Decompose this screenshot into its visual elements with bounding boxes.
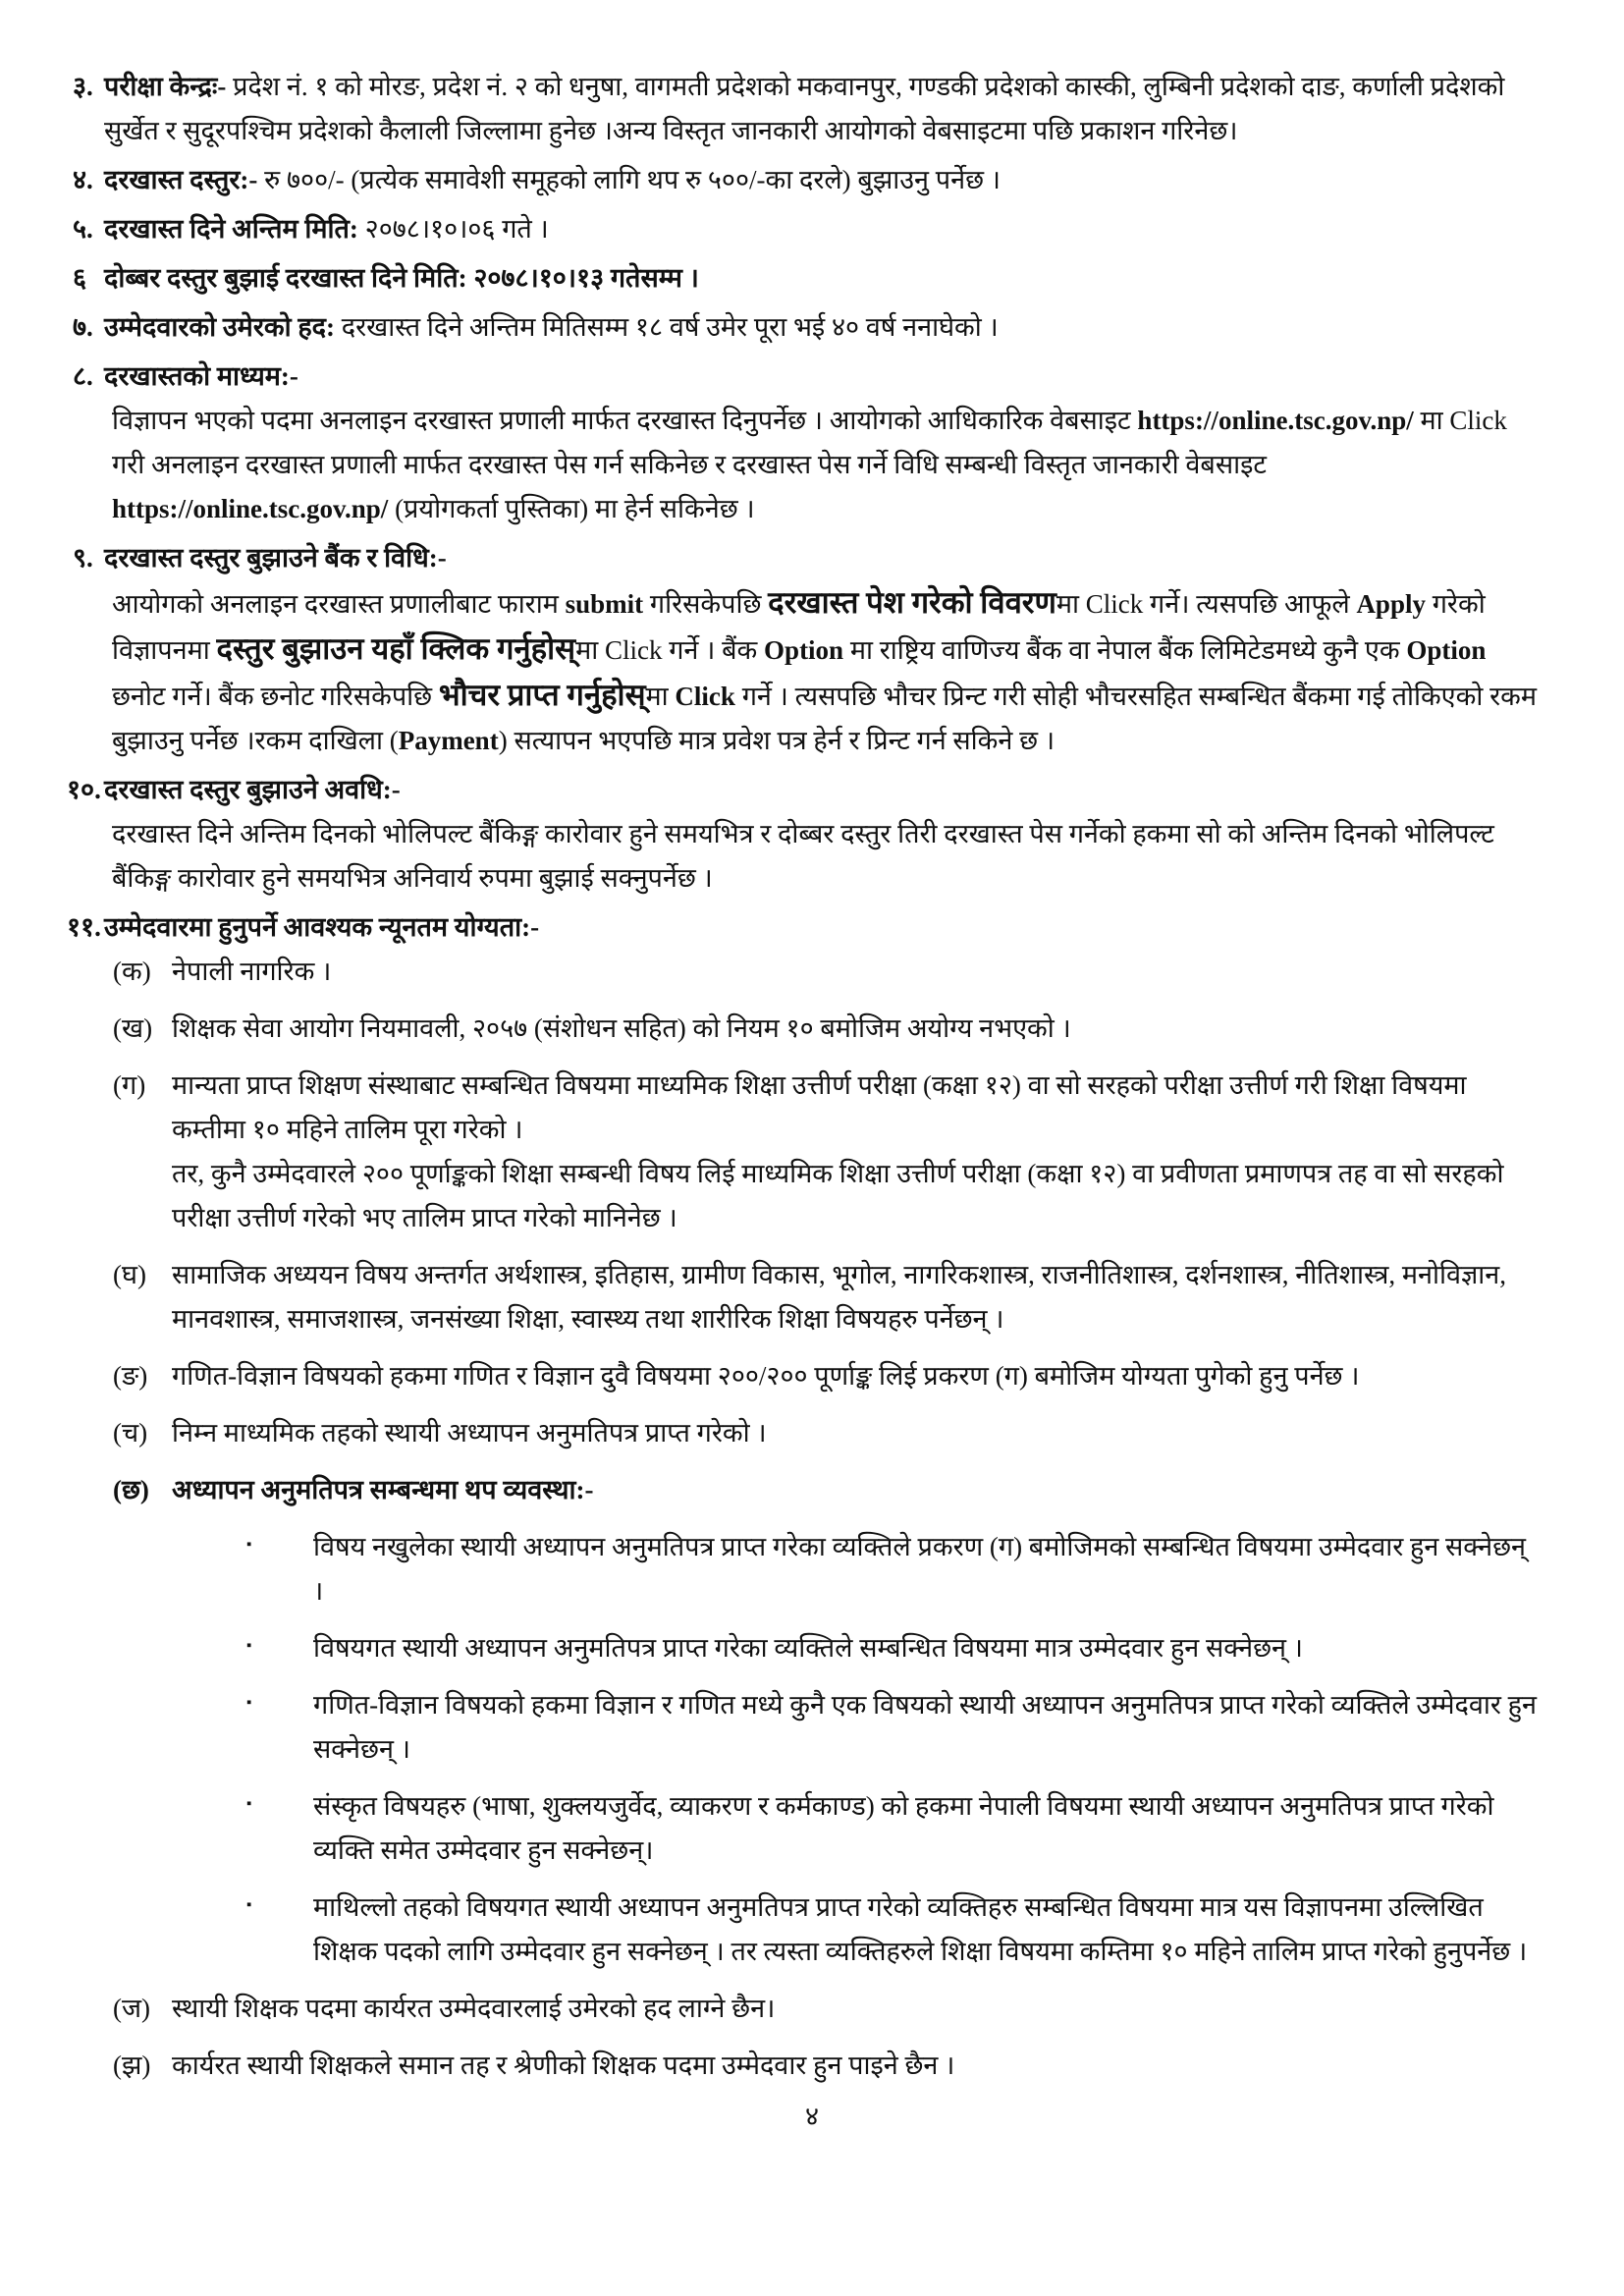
- bullet-item: [172, 1886, 1542, 1974]
- sub-item-7: [104, 1468, 1542, 1974]
- list-item-७: [0, 305, 1542, 350]
- list-item-९: [0, 536, 1542, 763]
- sub-item-3: [104, 1064, 1542, 1240]
- text-segment: दरखास्त दस्तुर:-: [104, 165, 265, 194]
- square-bullet-icon: ▪: [246, 1537, 252, 1553]
- sub-item-6: [104, 1411, 1542, 1455]
- sub-item-paragraph: [172, 1007, 1542, 1051]
- square-bullet-icon: ▪: [246, 1695, 252, 1711]
- text-segment: मा राष्ट्रिय वाणिज्य बैंक वा नेपाल बैंक लिमिटेडमध्ये कुनै एक: [843, 635, 1407, 665]
- text-segment: अध्यापन अनुमतिपत्र सम्बन्धमा थप व्यवस्था:-: [172, 1475, 594, 1504]
- text-segment: Option: [764, 635, 844, 665]
- text-segment: परीक्षा केन्द्रः-: [104, 72, 234, 101]
- sub-item-heading: [172, 1468, 1542, 1512]
- square-bullet-icon: ▪: [246, 1638, 252, 1654]
- text-segment: विज्ञापन भएको पदमा अनलाइन दरखास्त प्रणाली मार्फत दरखास्त दिनुपर्नेछ । आयोगको आधिकारिक वेबसाइट: [112, 406, 1138, 435]
- text-segment: दरखास्त दस्तुर बुझाउने अवधि:-: [104, 775, 401, 804]
- sub-item-label: (च): [113, 1418, 148, 1448]
- item-number: १०.: [67, 775, 101, 804]
- text-segment: प्रदेश नं. १ को मोरङ, प्रदेश नं. २ को धनुषा, वागमती प्रदेशको मकवानपुर, गण्डकी प्रदेशको कास्की, लुम्बिनी प्रदेशको दाङ, कर्णाली प्रदेशको सुर्खेत र सुदूरपश्चिम प्रदेशको कैलाली जिल्लामा हुनेछ ।अन्य विस्तृत जानकारी आयोगको वेबसाइटमा पछि प्रकाशन गरिनेछ।: [104, 72, 1505, 145]
- list-item-६: [0, 256, 1542, 301]
- bullet-text: माथिल्लो तहको विषयगत स्थायी अध्यापन अनुमतिपत्र प्राप्त गरेको व्यक्तिहरु सम्बन्धित विषयमा मात्र यस विज्ञापनमा उल्लिखित शिक्षक पदको लागि उम्मेदवार हुन सक्नेछन् । तर त्यस्ता व्यक्तिहरुले शिक्षा विषयमा कम्तिमा १० महिने तालिम प्राप्त गरेको हुनुपर्नेछ ।: [313, 1892, 1528, 1966]
- sub-item-paragraph: [172, 2044, 1542, 2088]
- list-item-४: [0, 158, 1542, 202]
- text-segment: दरखास्त दिने अन्तिम मितिसम्म १८ वर्ष उमेर पूरा भई ४० वर्ष ननाघेको ।: [341, 312, 999, 342]
- text-segment: https://online.tsc.gov.np/: [1137, 406, 1414, 435]
- bullet-text: विषयगत स्थायी अध्यापन अनुमतिपत्र प्राप्त गरेका व्यक्तिले सम्बन्धित विषयमा मात्र उम्मेदवार हुन सक्नेछन् ।: [313, 1633, 1303, 1663]
- text-segment: तर, कुनै उम्मेदवारले २०० पूर्णाङ्कको शिक्षा सम्बन्धी विषय लिई माध्यमिक शिक्षा उत्तीर्ण परीक्षा (कक्षा १२) वा प्रवीणता प्रमाणपत्र तह वा सो सरहको परीक्षा उत्तीर्ण गरेको भए तालिम प्राप्त गरेको मानिनेछ ।: [172, 1159, 1504, 1232]
- text-segment: मा Click गर्ने । बैंक: [575, 635, 765, 665]
- item-text: [104, 65, 1542, 153]
- sub-item-label: (घ): [113, 1260, 146, 1289]
- bullet-text: संस्कृत विषयहरु (भाषा, शुक्लयजुर्वेद, व्याकरण र कर्मकाण्ड) को हकमा नेपाली विषयमा स्थायी अध्यापन अनुमतिपत्र प्राप्त गरेको व्यक्ति समेत उम्मेदवार हुन सक्नेछन्।: [313, 1791, 1494, 1865]
- sub-item-4: [104, 1253, 1542, 1341]
- bullet-item: [172, 1683, 1542, 1772]
- sub-item-paragraph: [172, 1253, 1542, 1341]
- text-segment: मा Click गरी अनलाइन दरखास्त प्रणाली मार्फत दरखास्त पेस गर्न सकिनेछ र दरखास्त पेस गर्ने विधि सम्बन्धी विस्तृत जानकारी वेबसाइट: [112, 406, 1507, 479]
- item-number: ५.: [73, 214, 93, 244]
- text-segment: Click: [675, 682, 735, 711]
- item-number: ३.: [73, 72, 93, 101]
- document-body: [0, 65, 1542, 2088]
- bullet-item: [172, 1626, 1542, 1670]
- bullet-item: [172, 1525, 1542, 1613]
- square-bullet-icon: ▪: [246, 1796, 252, 1812]
- text-segment: Payment: [398, 726, 499, 755]
- item-text: [104, 207, 1542, 251]
- sub-item-label: (क): [113, 957, 151, 986]
- text-segment: छनोट गर्ने। बैंक छनोट गरिसकेपछि: [112, 682, 439, 711]
- item-number: ४.: [73, 165, 93, 194]
- bullet-text: विषय नखुलेका स्थायी अध्यापन अनुमतिपत्र प्राप्त गरेका व्यक्तिले प्रकरण (ग) बमोजिमको सम्बन्धित विषयमा उम्मेदवार हुन सक्नेछन् ।: [313, 1532, 1527, 1606]
- item-number: ११.: [67, 912, 101, 942]
- text-segment: submit: [565, 589, 644, 619]
- item-heading: [104, 905, 1542, 950]
- text-segment: गरिसकेपछि: [643, 589, 769, 619]
- sub-item-5: [104, 1354, 1542, 1398]
- text-segment: कार्यरत स्थायी शिक्षकले समान तह र श्रेणीको शिक्षक पदमा उम्मेदवार हुन पाइने छैन ।: [172, 2050, 955, 2080]
- item-number: ७.: [73, 312, 93, 342]
- sub-item-paragraph: [172, 1987, 1542, 2031]
- list-item-११: [0, 905, 1542, 2088]
- bullet-item: [172, 1784, 1542, 1873]
- sub-item-label: (ख): [113, 1013, 153, 1043]
- text-segment: स्थायी शिक्षक पदमा कार्यरत उम्मेदवारलाई उमेरको हद लाग्ने छैन।: [172, 1994, 776, 2023]
- item-number: ९.: [73, 543, 93, 573]
- bullet-list: [172, 1525, 1542, 1974]
- sub-item-8: [104, 1987, 1542, 2031]
- text-segment: भौचर प्राप्त गर्नुहोस्: [438, 678, 646, 712]
- text-segment: (प्रयोगकर्ता पुस्तिका) मा हेर्न सकिनेछ ।: [388, 494, 755, 523]
- text-segment: दरखास्त दिने अन्तिम मिति:: [104, 214, 365, 244]
- sub-item-2: [104, 1007, 1542, 1051]
- bullet-text: गणित-विज्ञान विषयको हकमा विज्ञान र गणित मध्ये कुनै एक विषयको स्थायी अध्यापन अनुमतिपत्र प्राप्त गरेको व्यक्तिले उम्मेदवार हुन सक्नेछन् ।: [313, 1690, 1537, 1764]
- text-segment: दरखास्त पेश गरेको विवरण: [768, 585, 1056, 620]
- text-segment: मान्यता प्राप्त शिक्षण संस्थाबाट सम्बन्धित विषयमा माध्यमिक शिक्षा उत्तीर्ण परीक्षा (कक्षा १२) वा सो सरहको परीक्षा उत्तीर्ण गरी शिक्षा विषयमा कम्तीमा १० महिने तालिम पूरा गरेको ।: [172, 1070, 1467, 1144]
- text-segment: निम्न माध्यमिक तहको स्थायी अध्यापन अनुमतिपत्र प्राप्त गरेको ।: [172, 1418, 767, 1448]
- text-segment: दस्तुर बुझाउन यहाँ क्लिक गर्नुहोस्: [216, 631, 576, 666]
- text-segment: Option: [1406, 635, 1487, 665]
- text-segment: https://online.tsc.gov.np/: [112, 494, 389, 523]
- text-segment: ) सत्यापन भएपछि मात्र प्रवेश पत्र हेर्न र प्रिन्ट गर्न सकिने छ ।: [498, 726, 1056, 755]
- text-segment: उम्मेदवारको उमेरको हद:: [104, 312, 342, 342]
- list-item-५: [0, 207, 1542, 251]
- list-item-८: [0, 355, 1542, 531]
- text-segment: रु ७००/- (प्रत्येक समावेशी समूहको लागि थप रु ५००/-का दरले) बुझाउनु पर्नेछ ।: [264, 165, 1001, 194]
- text-segment: दरखास्त दस्तुर बुझाउने बैंक र विधि:-: [104, 543, 447, 573]
- sub-item-label: (ग): [113, 1070, 146, 1100]
- text-segment: गर्ने । त्यसपछि भौचर प्रिन्ट गरी सोही भौचरसहित सम्बन्धित बैंकमा गई तोकिएको रकम बुझाउनु पर्नेछ ।रकम दाखिला (: [112, 682, 1538, 755]
- item-number: ८.: [73, 361, 93, 391]
- item-number: ६: [73, 263, 87, 293]
- sub-item-paragraph: [172, 1354, 1542, 1398]
- item-paragraph: [112, 580, 1542, 763]
- sub-item-label: (झ): [113, 2050, 151, 2080]
- text-segment: उम्मेदवारमा हुनुपर्ने आवश्यक न्यूनतम योग्यता:-: [104, 912, 540, 942]
- page-number: ४: [804, 2102, 820, 2131]
- sub-item-paragraph: [172, 950, 1542, 994]
- item-heading: [104, 355, 1542, 399]
- square-bullet-icon: ▪: [246, 1897, 252, 1913]
- sub-item-paragraph: [172, 1152, 1542, 1240]
- text-segment: गरेको विज्ञापनमा: [112, 589, 1486, 665]
- text-segment: Apply: [1356, 589, 1426, 619]
- item-paragraph: [112, 812, 1542, 901]
- sub-item-paragraph: [172, 1064, 1542, 1152]
- text-segment: २०७८।१०।०६ गते ।: [364, 214, 549, 244]
- item-paragraph: [112, 399, 1542, 531]
- text-segment: गणित-विज्ञान विषयको हकमा गणित र विज्ञान दुवै विषयमा २००/२०० पूर्णाङ्क लिई प्रकरण (ग) बमोजिम योग्यता पुगेको हुनु पर्नेछ ।: [172, 1361, 1360, 1391]
- item-heading: [104, 768, 1542, 812]
- sub-item-label: (छ): [113, 1475, 149, 1504]
- item-heading: [104, 536, 1542, 580]
- text-segment: शिक्षक सेवा आयोग नियमावली, २०५७ (संशोधन सहित) को नियम १० बमोजिम अयोग्य नभएको ।: [172, 1013, 1071, 1043]
- item-text: [104, 256, 1542, 301]
- text-segment: दरखास्त दिने अन्तिम दिनको भोलिपल्ट बैंकिङ्ग कारोवार हुने समयभित्र र दोब्बर दस्तुर तिरी दरखास्त पेस गर्नेको हकमा सो को अन्तिम दिनको भोलिपल्ट बैंकिङ्ग कारोवार हुने समयभित्र अनिवार्य रुपमा बुझाई सक्नुपर्नेछ ।: [112, 819, 1494, 893]
- text-segment: दरखास्तको माध्यम:-: [104, 361, 298, 391]
- sub-item-label: (ङ): [113, 1361, 148, 1391]
- sub-item-paragraph: [172, 1411, 1542, 1455]
- text-segment: दोब्बर दस्तुर बुझाई दरखास्त दिने मिति: २०७८।१०।१३ गतेसम्म ।: [104, 263, 699, 293]
- list-item-३: [0, 65, 1542, 153]
- text-segment: मा Click गर्ने। त्यसपछि आफूले: [1056, 589, 1357, 619]
- item-text: [104, 158, 1542, 202]
- item-text: [104, 305, 1542, 350]
- sub-item-9: [104, 2044, 1542, 2088]
- text-segment: नेपाली नागरिक ।: [172, 957, 332, 986]
- text-segment: सामाजिक अध्ययन विषय अन्तर्गत अर्थशास्त्र, इतिहास, ग्रामीण विकास, भूगोल, नागरिकशास्त्र, राजनीतिशास्त्र, दर्शनशास्त्र, नीतिशास्त्र, मनोविज्ञान, मानवशास्त्र, समाजशास्त्र, जनसंख्या शिक्षा, स्वास्थ्य तथा शारीरिक शिक्षा विषयहरु पर्नेछन् ।: [172, 1260, 1507, 1334]
- sub-item-label: (ज): [113, 1994, 151, 2023]
- sub-item-1: [104, 950, 1542, 994]
- list-item-१०: [0, 768, 1542, 901]
- text-segment: मा: [645, 682, 676, 711]
- text-segment: आयोगको अनलाइन दरखास्त प्रणालीबाट फाराम: [112, 589, 566, 619]
